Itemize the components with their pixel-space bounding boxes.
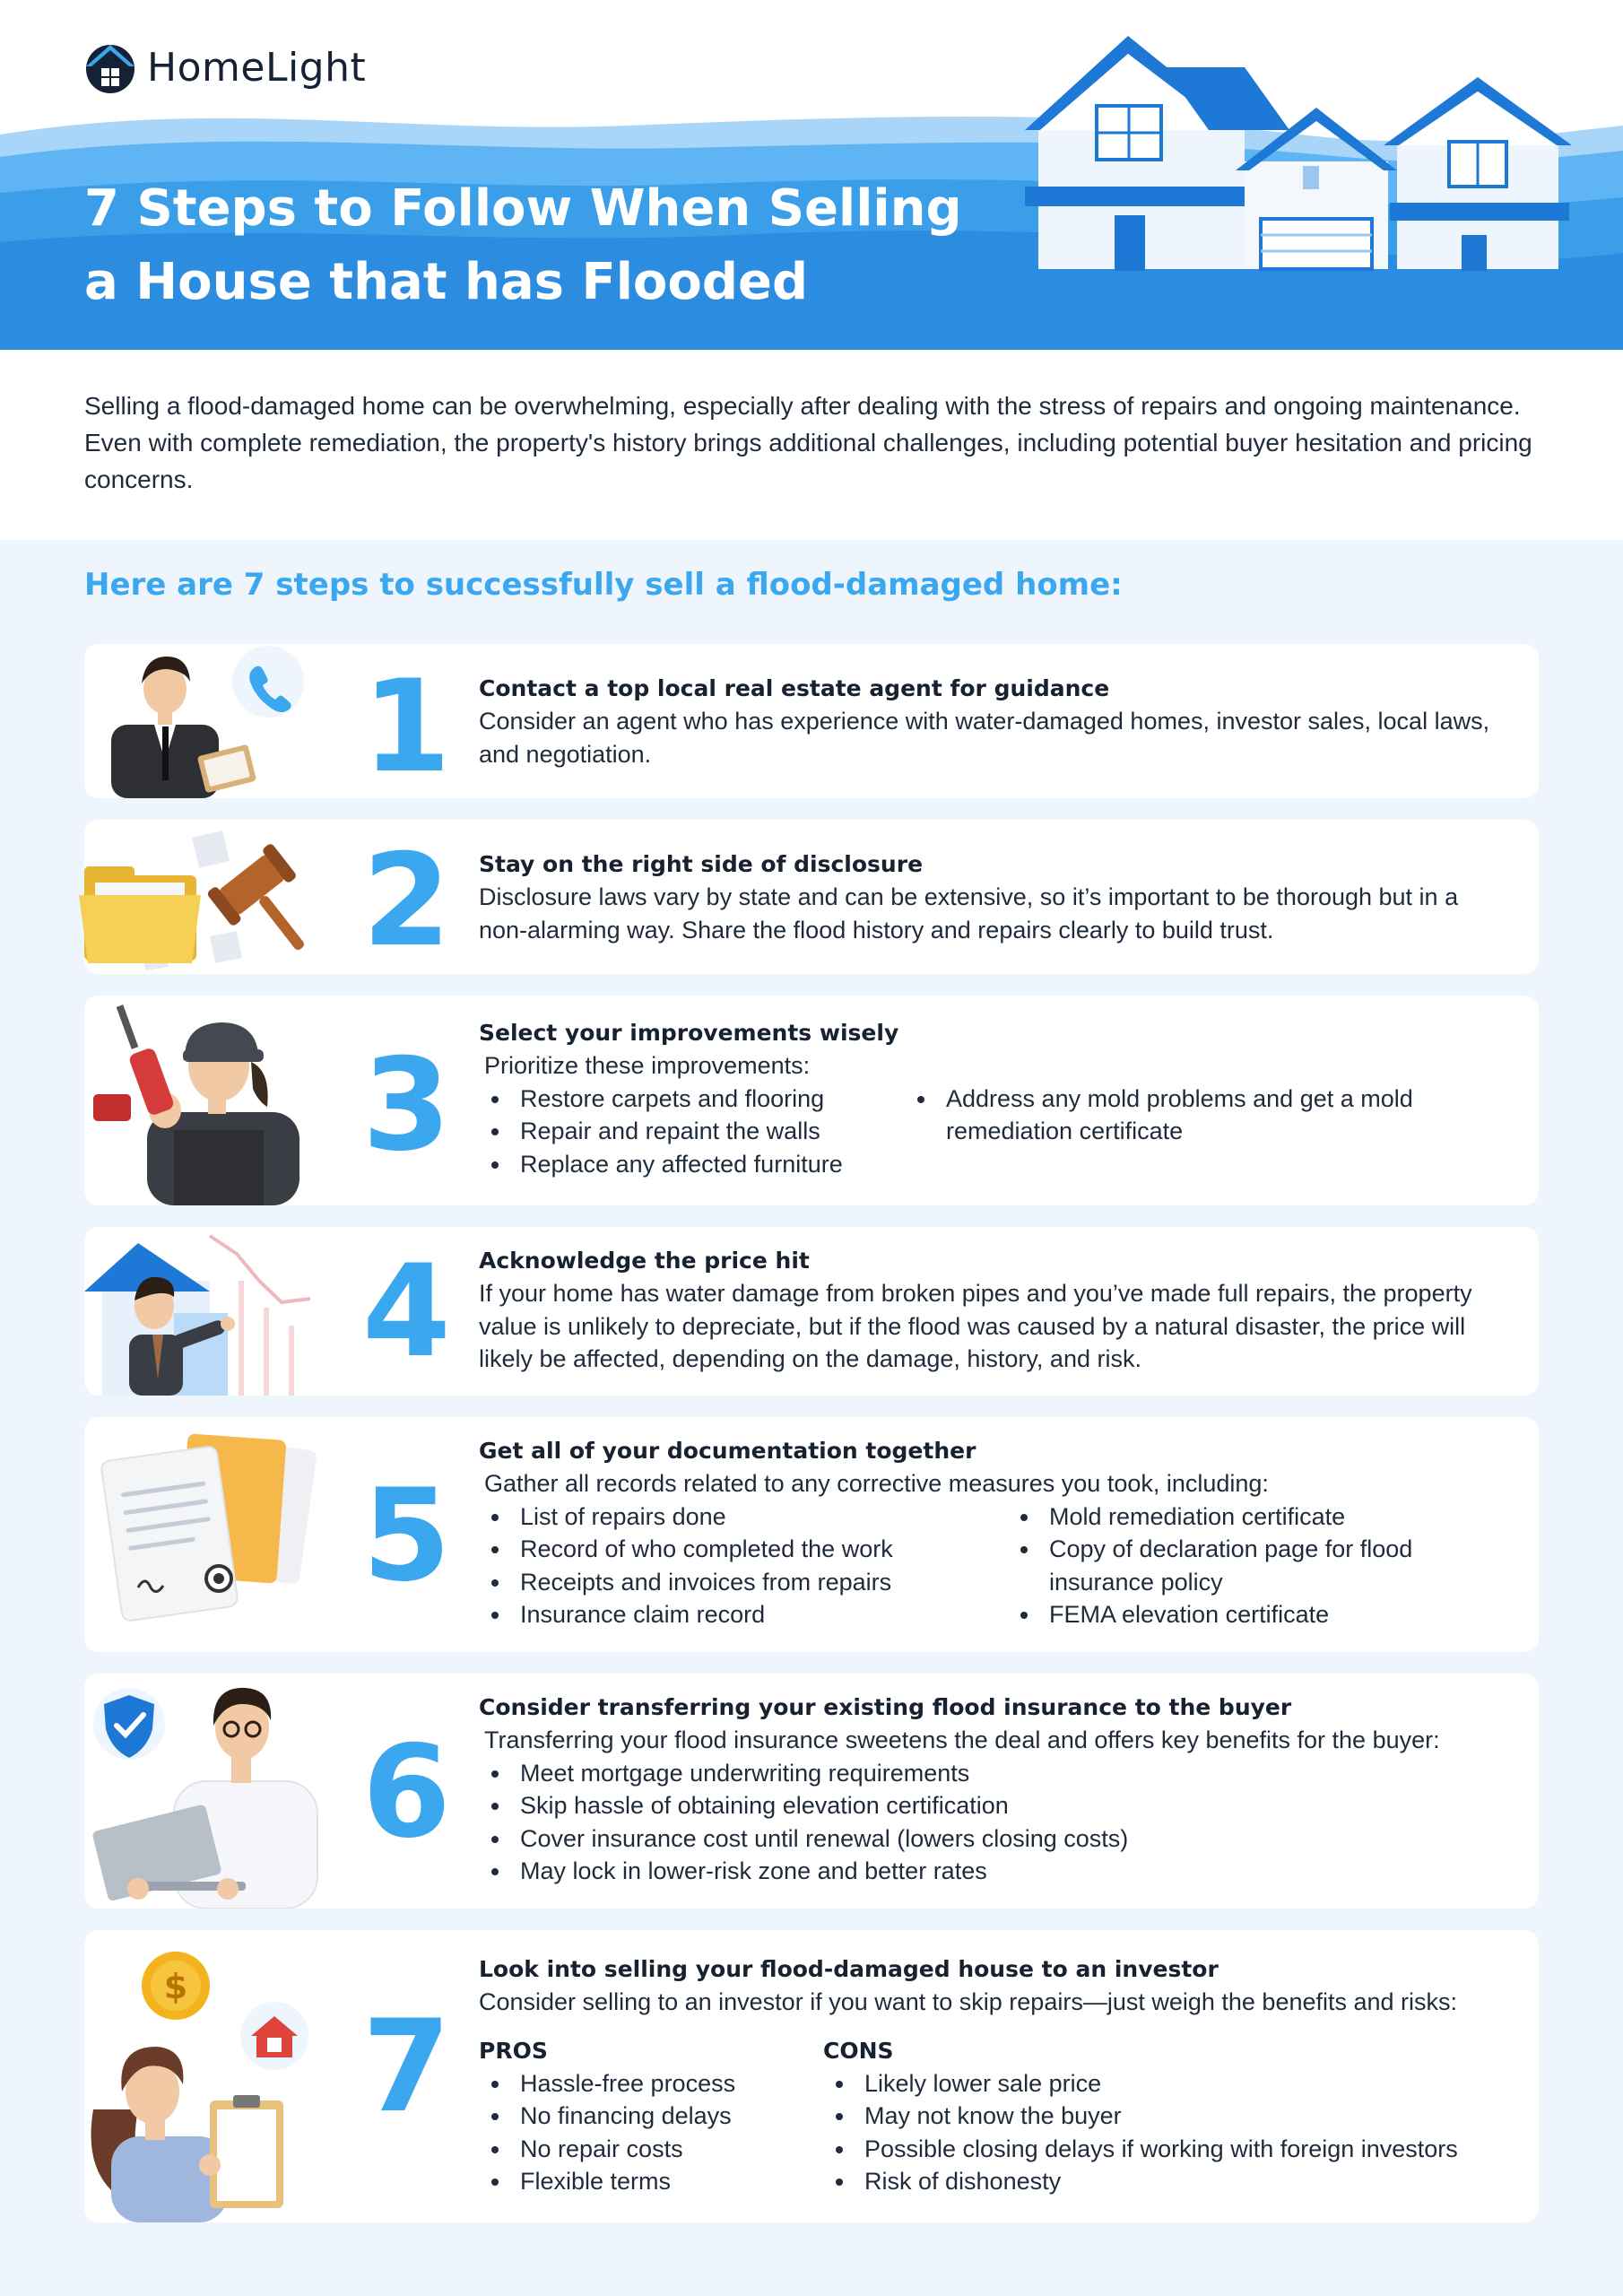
cons-list bbox=[823, 2067, 1487, 2198]
list-item: Cover insurance cost until renewal (lowers closing costs) bbox=[479, 1822, 1503, 1856]
step-card-3 bbox=[84, 996, 1539, 1205]
step-number-1: 1 bbox=[362, 653, 451, 801]
step-card-7 bbox=[84, 1930, 1539, 2222]
list-item: Receipts and invoices from repairs bbox=[479, 1566, 1008, 1599]
step-title-7: Look into selling your flood-damaged house to an investor bbox=[479, 1956, 1219, 1982]
step-body-5 bbox=[479, 1435, 1503, 1631]
list-item: Meet mortgage underwriting requirements bbox=[479, 1757, 1503, 1790]
step-title-2: Stay on the right side of disclosure bbox=[479, 851, 924, 877]
step-card-4 bbox=[84, 1227, 1539, 1396]
step-lead-3: Prioritize these improvements: bbox=[484, 1052, 811, 1079]
step-7-pros-cons bbox=[479, 2024, 1503, 2198]
cons-heading: CONS bbox=[823, 2037, 894, 2064]
list-item: Insurance claim record bbox=[479, 1598, 1008, 1631]
homelight-logo[interactable] bbox=[82, 39, 366, 95]
man-pointing-at-house-chart-icon bbox=[75, 1227, 344, 1396]
step-number-6: 6 bbox=[362, 1718, 451, 1866]
step-3-list-col-2 bbox=[905, 1083, 1443, 1181]
list-item: Likely lower sale price bbox=[823, 2067, 1487, 2100]
worker-with-drill-icon bbox=[75, 996, 335, 1205]
step-body-1 bbox=[479, 673, 1503, 770]
list-item: Possible closing delays if working with foreign investors bbox=[823, 2133, 1487, 2166]
pros-list bbox=[479, 2067, 823, 2198]
step-6-list bbox=[479, 1757, 1503, 1888]
step-title-3: Select your improvements wisely bbox=[479, 1020, 899, 1046]
step-text-1: Consider an agent who has experience with water-damaged homes, investor sales, local laws, and negotiation. bbox=[479, 708, 1490, 768]
list-item: Risk of dishonesty bbox=[823, 2165, 1487, 2198]
intro-text: Selling a flood-damaged home can be overwhelming, especially after dealing with the stress of repairs and ongoing maintenance. Even with complete remediation, the property's history brings additional challenges, including potential buyer hesitation and pricing concerns. bbox=[84, 392, 1532, 493]
step-body-2 bbox=[479, 848, 1503, 946]
list-item: No financing delays bbox=[479, 2100, 823, 2133]
list-item: Flexible terms bbox=[479, 2165, 823, 2198]
step-3-columns bbox=[479, 1083, 1503, 1181]
step-3-list-col-1 bbox=[479, 1083, 905, 1181]
step-5-list-col-1 bbox=[479, 1500, 1008, 1631]
house-icon bbox=[1020, 27, 1576, 287]
page-title-line-2: a House that has Flooded bbox=[84, 253, 809, 311]
list-item: Hassle-free process bbox=[479, 2067, 823, 2100]
list-item: Repair and repaint the walls bbox=[479, 1115, 905, 1148]
step-title-1: Contact a top local real estate agent for guidance bbox=[479, 675, 1110, 701]
folder-and-gavel-icon bbox=[75, 820, 335, 974]
cons-column bbox=[823, 2024, 1487, 2198]
step-card-1 bbox=[84, 644, 1539, 801]
woman-with-clipboard-coin-house-icon bbox=[75, 1930, 344, 2222]
list-item: Copy of declaration page for flood insurance policy bbox=[1008, 1533, 1474, 1598]
step-card-6 bbox=[84, 1674, 1539, 1909]
man-with-laptop-and-shield-icon bbox=[75, 1674, 344, 1909]
step-body-6 bbox=[479, 1692, 1503, 1888]
list-item: Restore carpets and flooring bbox=[479, 1083, 905, 1116]
step-card-2 bbox=[84, 820, 1539, 974]
list-item: May not know the buyer bbox=[823, 2100, 1487, 2133]
step-body-3 bbox=[479, 1017, 1503, 1180]
step-text-2: Disclosure laws vary by state and can be extensive, so it’s important to be thorough but in a non-alarming way. Share the flood history and repairs clearly to build trust. bbox=[479, 883, 1459, 944]
step-card-5 bbox=[84, 1417, 1539, 1652]
step-number-3: 3 bbox=[362, 1031, 451, 1179]
list-item: May lock in lower-risk zone and better rates bbox=[479, 1855, 1503, 1888]
step-body-7 bbox=[479, 1953, 1503, 2198]
step-number-4: 4 bbox=[362, 1238, 451, 1386]
homelight-logo-icon bbox=[82, 39, 138, 95]
list-item: No repair costs bbox=[479, 2133, 823, 2166]
step-5-columns bbox=[479, 1500, 1503, 1631]
page-title bbox=[84, 172, 981, 319]
agent-with-clipboard-and-phone-icon bbox=[75, 644, 335, 798]
step-text-4: If your home has water damage from broken pipes and you’ve made full repairs, the property value is unlikely to depreciate, but if the flood was caused by a natural disaster, the price will likely be affected, depending on the damage, history, and risk. bbox=[479, 1280, 1472, 1372]
page-title-line-1: 7 Steps to Follow When Selling bbox=[84, 179, 962, 238]
list-item: Record of who completed the work bbox=[479, 1533, 1008, 1566]
list-item: Skip hassle of obtaining elevation certification bbox=[479, 1789, 1503, 1822]
step-number-7: 7 bbox=[362, 1993, 451, 2141]
steps-subheading: Here are 7 steps to successfully sell a flood-damaged home: bbox=[84, 567, 1123, 603]
hero-banner bbox=[0, 0, 1623, 350]
list-item: Replace any affected furniture bbox=[479, 1148, 905, 1181]
list-item: Address any mold problems and get a mold remediation certificate bbox=[905, 1083, 1443, 1148]
list-item: Mold remediation certificate bbox=[1008, 1500, 1474, 1534]
step-lead-5: Gather all records related to any corrective measures you took, including: bbox=[484, 1470, 1269, 1497]
step-lead-6: Transferring your flood insurance sweetens the deal and offers key benefits for the buyer: bbox=[484, 1726, 1440, 1753]
step-title-6: Consider transferring your existing flood insurance to the buyer bbox=[479, 1694, 1292, 1720]
list-item: List of repairs done bbox=[479, 1500, 1008, 1534]
step-title-5: Get all of your documentation together bbox=[479, 1438, 976, 1464]
documents-stack-icon bbox=[75, 1417, 335, 1652]
step-5-list-col-2 bbox=[1008, 1500, 1474, 1631]
pros-heading: PROS bbox=[479, 2037, 548, 2064]
pros-column bbox=[479, 2024, 823, 2198]
svg-text:$: $ bbox=[163, 1967, 188, 2006]
step-title-4: Acknowledge the price hit bbox=[479, 1248, 810, 1274]
brand-name: HomeLight bbox=[147, 44, 367, 91]
step-text-7: Consider selling to an investor if you want to skip repairs—just weigh the benefits and risks: bbox=[479, 1988, 1458, 2015]
step-number-2: 2 bbox=[362, 827, 451, 975]
step-number-5: 5 bbox=[362, 1462, 451, 1610]
step-body-4 bbox=[479, 1245, 1503, 1376]
intro-section bbox=[0, 350, 1623, 540]
list-item: FEMA elevation certificate bbox=[1008, 1598, 1474, 1631]
